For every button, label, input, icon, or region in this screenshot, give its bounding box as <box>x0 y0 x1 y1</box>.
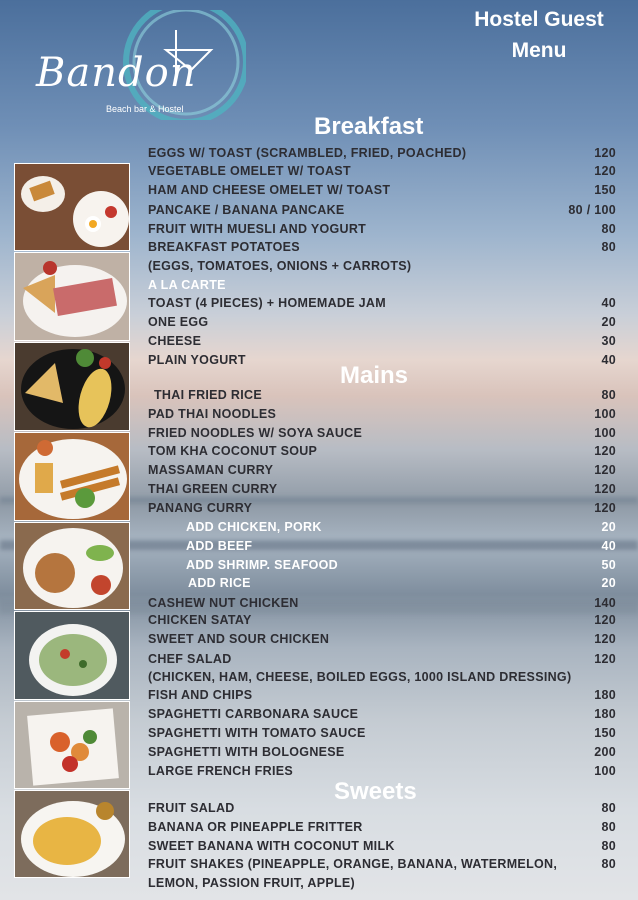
logo <box>16 10 246 120</box>
menu-item-price: 150 <box>594 183 616 197</box>
menu-item-name: TOAST (4 PIECES) + HOMEMADE JAM <box>148 296 386 310</box>
menu-item-price: 180 <box>594 688 616 702</box>
menu-item <box>0 820 638 838</box>
menu-item-name: SPAGHETTI CARBONARA SAUCE <box>148 707 359 721</box>
menu-item-price: 80 <box>601 801 616 815</box>
menu-item <box>0 596 638 614</box>
menu-item-name: (CHICKEN, HAM, CHEESE, BOILED EGGS, 1000 ISLAND DRESSING) <box>148 670 572 684</box>
menu-item <box>0 240 638 258</box>
menu-item-price: 120 <box>594 146 616 160</box>
menu-item-name: CHEESE <box>148 334 202 348</box>
menu-item-name: SPAGHETTI WITH BOLOGNESE <box>148 745 345 759</box>
menu-item-price: 80 <box>601 839 616 853</box>
menu-item-price: 140 <box>594 596 616 610</box>
menu-item-name: SWEET AND SOUR CHICKEN <box>148 632 330 646</box>
menu-item-name: SWEET BANANA WITH COCONUT MILK <box>148 839 395 853</box>
menu-item-price: 120 <box>594 164 616 178</box>
menu-item <box>0 482 638 500</box>
menu-item <box>0 857 638 875</box>
menu-item-price: 120 <box>594 632 616 646</box>
header-line-1: Hostel Guest <box>474 8 604 31</box>
menu-item-name: ADD CHICKEN, PORK <box>186 520 322 534</box>
menu-item <box>0 296 638 314</box>
menu-item-name: THAI GREEN CURRY <box>148 482 278 496</box>
menu-item-name: THAI FRIED RICE <box>154 388 262 402</box>
menu-item <box>0 183 638 201</box>
menu-item-name: PLAIN YOGURT <box>148 353 246 367</box>
menu-item-price: 40 <box>601 296 616 310</box>
menu-item-price: 50 <box>601 558 616 572</box>
menu-item <box>0 839 638 857</box>
menu-item-price: 80 <box>601 222 616 236</box>
menu-item-price: 20 <box>601 520 616 534</box>
menu-item-name: SPAGHETTI WITH TOMATO SAUCE <box>148 726 366 740</box>
menu-item-name: FRIED NOODLES W/ SOYA SAUCE <box>148 426 363 440</box>
menu-item <box>0 876 638 894</box>
menu-item-name: CHEF SALAD <box>148 652 232 666</box>
menu-item-price: 100 <box>594 764 616 778</box>
menu-item-name: VEGETABLE OMELET W/ TOAST <box>148 164 351 178</box>
menu-item-name: FISH AND CHIPS <box>148 688 253 702</box>
menu-item-name: ADD BEEF <box>186 539 253 553</box>
menu-item <box>0 222 638 240</box>
menu-item <box>0 652 638 670</box>
menu-item-price: 100 <box>594 426 616 440</box>
menu-item <box>0 726 638 744</box>
logo-subtitle: Beach bar & Hostel <box>106 104 184 114</box>
menu-item-price: 120 <box>594 444 616 458</box>
menu-item-name: EGGS W/ TOAST (SCRAMBLED, FRIED, POACHED) <box>148 146 467 160</box>
menu-item <box>0 576 638 594</box>
menu-item-name: LARGE FRENCH FRIES <box>148 764 293 778</box>
menu-item <box>0 334 638 352</box>
menu-item-name: FRUIT WITH MUESLI AND YOGURT <box>148 222 367 236</box>
menu-item-name: PANCAKE / BANANA PANCAKE <box>148 203 345 217</box>
menu-item-price: 80 <box>601 240 616 254</box>
menu-item <box>0 388 638 406</box>
menu-item <box>0 558 638 576</box>
menu-item-name: FRUIT SHAKES (PINEAPPLE, ORANGE, BANANA, WATERMELON, <box>148 857 558 871</box>
menu-item <box>0 426 638 444</box>
section-title-mains: Mains <box>340 362 409 389</box>
menu-item-name: CHICKEN SATAY <box>148 613 252 627</box>
menu-item <box>0 463 638 481</box>
menu-item-name: PANANG CURRY <box>148 501 253 515</box>
menu-item-price: 150 <box>594 726 616 740</box>
menu-item <box>0 259 638 277</box>
menu-item-name: A LA CARTE <box>148 278 226 292</box>
menu-item-name: ONE EGG <box>148 315 209 329</box>
menu-item <box>0 407 638 425</box>
menu-item-price: 120 <box>594 482 616 496</box>
menu-item-price: 20 <box>601 576 616 590</box>
menu-item <box>0 613 638 631</box>
menu-item <box>0 632 638 650</box>
menu-item <box>0 501 638 519</box>
menu-item <box>0 688 638 706</box>
menu-item-price: 40 <box>601 353 616 367</box>
menu-item <box>0 203 638 221</box>
menu-item-price: 80 <box>601 820 616 834</box>
section-title-breakfast: Breakfast <box>314 113 424 140</box>
menu-item-price: 40 <box>601 539 616 553</box>
menu-item-price: 200 <box>594 745 616 759</box>
menu-item-price: 120 <box>594 613 616 627</box>
menu-item-name: BREAKFAST POTATOES <box>148 240 300 254</box>
menu-item <box>0 315 638 333</box>
menu-item-price: 100 <box>594 407 616 421</box>
menu-item <box>0 146 638 164</box>
menu-item <box>0 444 638 462</box>
menu-item <box>0 707 638 725</box>
menu-item <box>0 539 638 557</box>
menu-item-price: 180 <box>594 707 616 721</box>
logo-name: Bandon <box>36 50 197 96</box>
menu-item-name: TOM KHA COCONUT SOUP <box>148 444 318 458</box>
menu-item <box>0 164 638 182</box>
menu-header <box>454 4 624 66</box>
menu-item-name: FRUIT SALAD <box>148 801 235 815</box>
menu-item-price: 80 <box>601 388 616 402</box>
menu-item-name: ADD RICE <box>188 576 251 590</box>
menu-item-name: BANANA OR PINEAPPLE FRITTER <box>148 820 363 834</box>
menu-item-name: HAM AND CHEESE OMELET W/ TOAST <box>148 183 391 197</box>
menu-item-name: ADD SHRIMP. SEAFOOD <box>186 558 339 572</box>
menu-item-name: PAD THAI NOODLES <box>148 407 277 421</box>
menu-item-name: (EGGS, TOMATOES, ONIONS + CARROTS) <box>148 259 412 273</box>
menu-item-name: MASSAMAN CURRY <box>148 463 274 477</box>
menu-item <box>0 764 638 782</box>
menu-item-name: CASHEW NUT CHICKEN <box>148 596 299 610</box>
menu-item-price: 120 <box>594 652 616 666</box>
menu-item-name: LEMON, PASSION FRUIT, APPLE) <box>148 876 356 890</box>
menu-item-price: 120 <box>594 501 616 515</box>
menu-item-price: 80 <box>601 857 616 871</box>
menu-item <box>0 278 638 296</box>
section-title-sweets: Sweets <box>334 778 417 805</box>
menu-item <box>0 520 638 538</box>
menu-item-price: 30 <box>601 334 616 348</box>
menu-item-price: 120 <box>594 463 616 477</box>
menu-item <box>0 745 638 763</box>
menu-item <box>0 801 638 819</box>
menu-item-price: 20 <box>601 315 616 329</box>
menu-item <box>0 670 638 688</box>
header-line-2: Menu <box>511 39 567 62</box>
menu-item-price: 80 / 100 <box>568 203 616 217</box>
menu-item <box>0 353 638 371</box>
